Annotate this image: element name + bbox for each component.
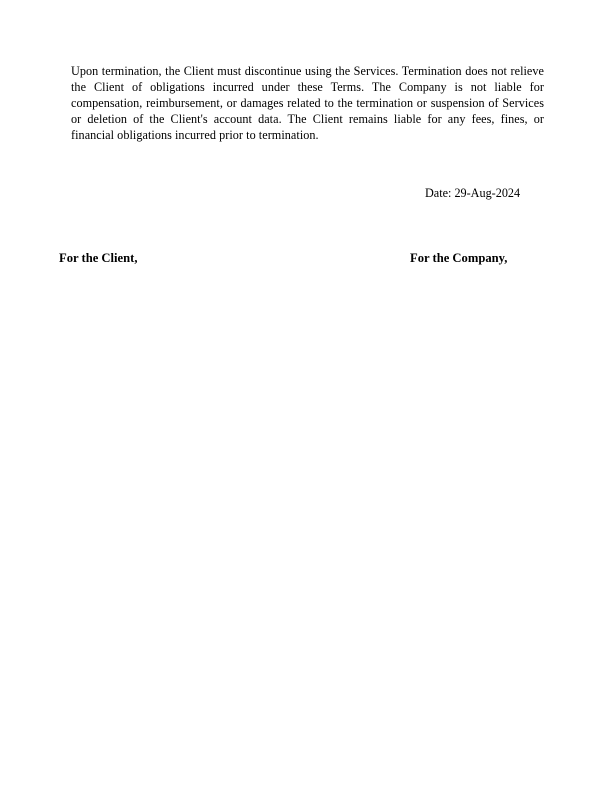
date-line: Date: 29-Aug-2024	[425, 186, 521, 200]
termination-paragraph: Upon termination, the Client must discontinue using the Services. Termination does not relieve the Client of obligations incurred under these Terms. The Company is not liable for compensation, reimbursement, or damages related to the termination or suspension of Services or deletion of the Client's account data. The Client remains liable for any fees, fines, or financial obligations incurred prior to termination.	[71, 64, 544, 142]
signature-company-label: For the Company,	[410, 251, 508, 265]
signature-client-label: For the Client,	[59, 251, 138, 265]
